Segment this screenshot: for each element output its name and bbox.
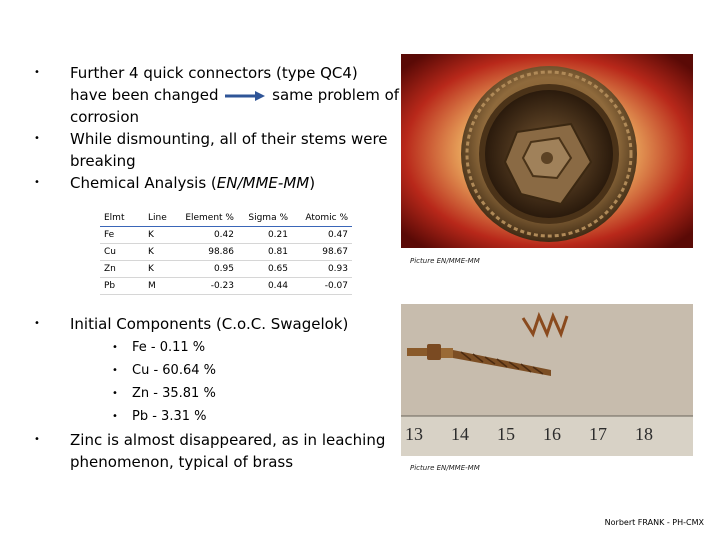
bullet-item: • Zinc is almost disappeared, as in leaching phenomenon, typical of brass <box>34 431 386 471</box>
ruler-number: 17 <box>589 424 607 444</box>
bullet-dot: • <box>112 388 118 399</box>
ruler-number: 15 <box>497 424 515 444</box>
list-item: • Cu - 60.64 % <box>112 359 216 382</box>
ruler-number: 18 <box>635 424 653 444</box>
footer-author: Norbert FRANK - PH-CMX <box>604 518 704 527</box>
ruler-number: 13 <box>405 424 423 444</box>
bullet-dot: • <box>112 411 118 422</box>
bullet-dot: • <box>34 434 40 445</box>
bullet-dot: • <box>112 365 118 376</box>
list-item: • Pb - 3.31 % <box>112 405 216 428</box>
table-row: Zn K 0.95 0.65 0.93 <box>100 261 352 278</box>
ruler-number: 16 <box>543 424 561 444</box>
connector-photo <box>401 54 693 248</box>
photo-caption: Picture EN/MME-MM <box>410 257 480 265</box>
bullet-list-conclusion <box>34 429 385 473</box>
connector-illustration <box>401 54 693 248</box>
bullet-dot: • <box>34 318 40 329</box>
table-header-row: Elmt Line Element % Sigma % Atomic % <box>100 210 352 227</box>
bullet-dot: • <box>34 133 40 144</box>
bullet-item: • Further 4 quick connectors (type QC4) have been changed same problem of corrosion <box>34 64 400 126</box>
bullet-dot: • <box>34 67 40 78</box>
bullet-dot: • <box>112 342 118 353</box>
bullet-item: • Initial Components (C.o.C. Swagelok) <box>34 315 349 333</box>
bullet-item: • Chemical Analysis (EN/MME-MM) <box>34 174 316 192</box>
chemical-analysis-table <box>100 210 352 295</box>
table-row: Fe K 0.42 0.21 0.47 <box>100 227 352 244</box>
list-item: • Zn - 35.81 % <box>112 382 216 405</box>
list-item: • Fe - 0.11 % <box>112 336 216 359</box>
bullet-list-top <box>34 62 399 194</box>
photo-caption: Picture EN/MME-MM <box>410 464 480 472</box>
table-row: Pb M -0.23 0.44 -0.07 <box>100 278 352 295</box>
right-arrow-icon <box>225 90 265 102</box>
bullet-list-initial <box>34 313 348 335</box>
ruler <box>401 424 693 448</box>
bullet-dot: • <box>34 177 40 188</box>
table-row: Cu K 98.86 0.81 98.67 <box>100 244 352 261</box>
stem-ruler-photo <box>401 304 693 456</box>
bullet-item: • While dismounting, all of their stems were breaking <box>34 130 388 170</box>
ruler-number: 14 <box>451 424 469 444</box>
composition-list <box>112 336 216 428</box>
